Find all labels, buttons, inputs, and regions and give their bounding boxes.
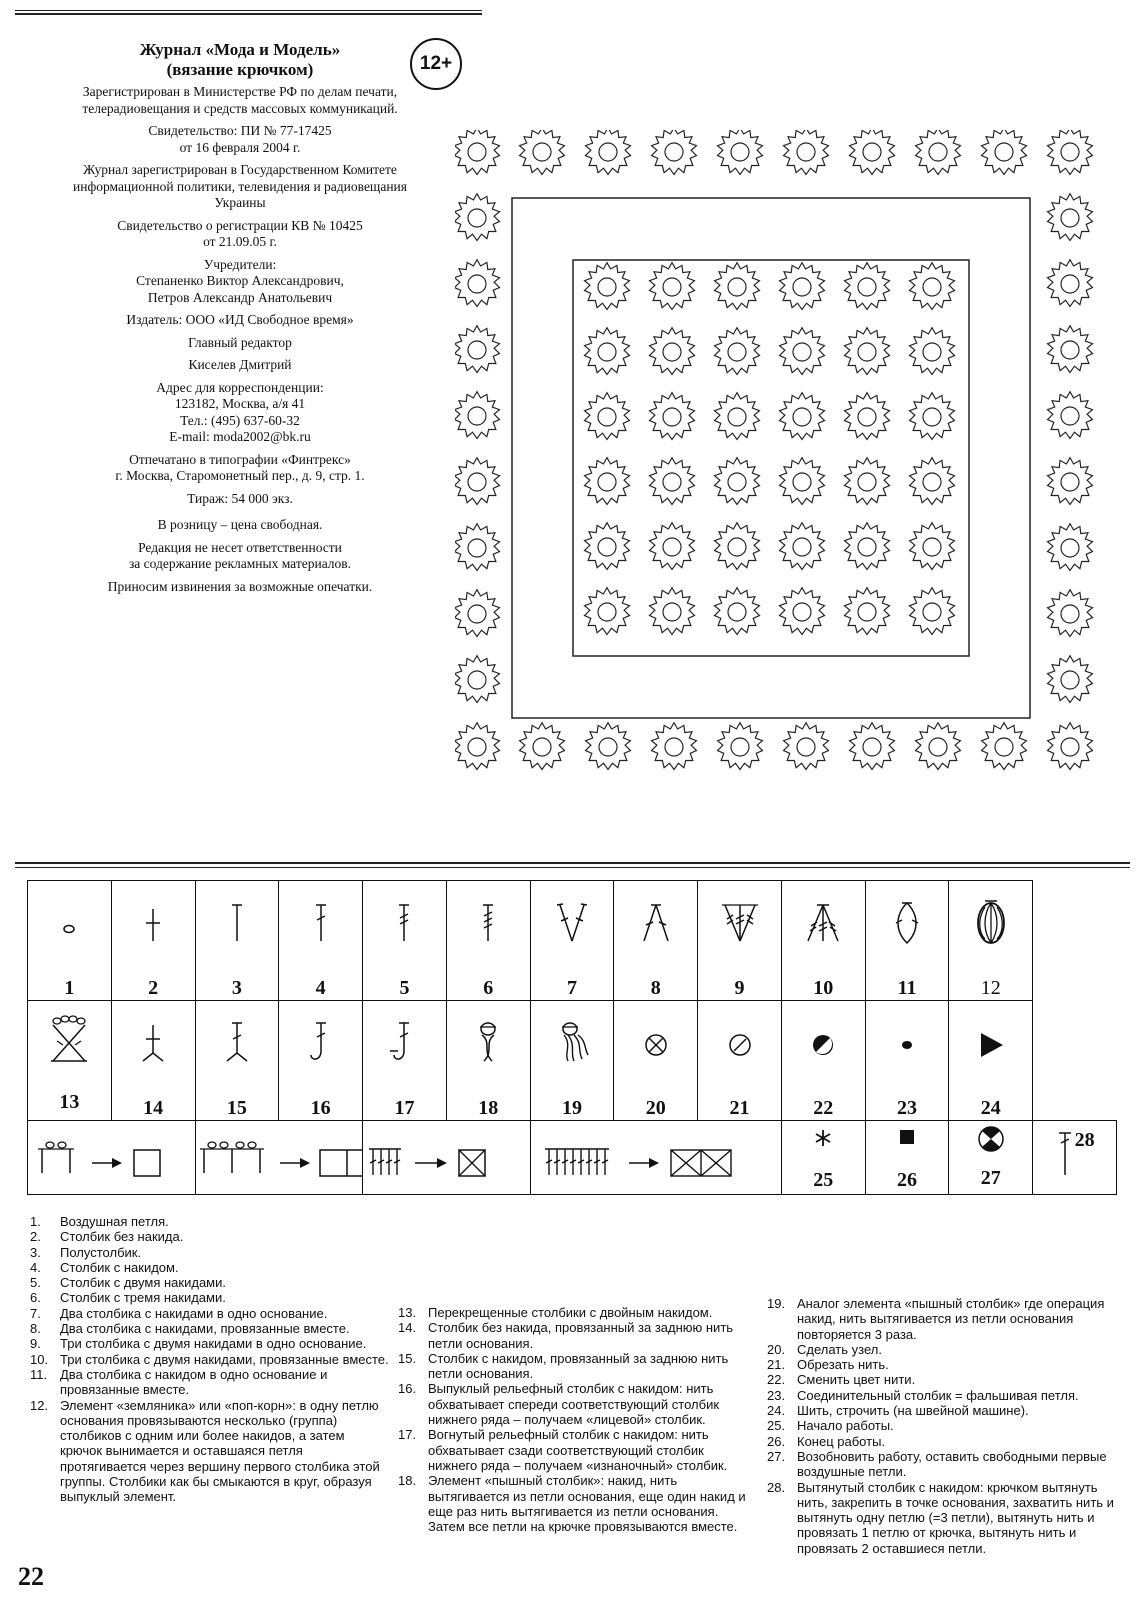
motif-layout-diagram [455,130,1115,790]
definition-item: 22. Сменить цвет нити. [767,1372,916,1388]
top-rule [15,10,482,15]
definitions-column-1 [30,1214,390,1505]
definition-item: 28. Вытянутый столбик с накидом: крючком вытянуть нить, закрепить в точке основания, захватить нить и вытянуть одну петлю (=3 петли), вытянуть нить и провязать 1 петлю от крючка, вытянуть нить и провязать 2 оставшиеся петли. [767,1479,1114,1556]
definition-item: 12. Элемент «земляника» или «поп-корн»: в одну петлю основания провязываются несколько (группа) столбиков с одним или более накидов, а затем крючок вынимается и оставшаяся петля протягивается через вершину первого столбика этой группы. Столбики как бы смыкаются в круг, образуя выпуклый элемент. [30,1397,380,1505]
imprint-line: Киселев Дмитрий [188,357,292,372]
definition-item: 13. Перекрещенные столбики с двойным накидом. [398,1305,713,1320]
magazine-title: Журнал «Мода и Модель» (вязание крючком) [139,40,341,79]
imprint-block [60,40,420,601]
symbol-number: 1 [64,977,75,999]
imprint-line: В розницу – цена свободная. [157,517,323,532]
definition-item: 21. Обрезать нить. [767,1357,889,1373]
symbol-number: 7 [566,977,577,999]
symbol-legend-table [27,880,1117,1195]
definition-item: 6. Столбик с тремя накидами. [30,1290,226,1306]
definition-item: 4. Столбик с накидом. [30,1259,179,1275]
definition-item: 15. Столбик с накидом, провязанный за заднюю нить петли основания. [398,1350,729,1382]
definitions-column-2 [398,1305,748,1534]
imprint-line: Редакция не несет ответственности за содержание рекламных материалов. [128,539,352,571]
symbol-number: 5 [399,977,410,999]
section-rule [15,862,1130,868]
symbol-number: 28 [1074,1129,1095,1151]
definition-item: 11. Два столбика с накидом в одно основание и провязанные вместе. [30,1366,328,1398]
symbol-number: 3 [231,977,242,999]
imprint-line: Приносим извинения за возможные опечатки. [107,578,373,594]
symbol-number: 21 [729,1097,750,1119]
definition-item: 19. Аналог элемента «пышный столбик» где операция накид, нить вытягивается из петли основания повторяется 3 раза. [767,1296,1105,1342]
definition-item: 1. Воздушная петля. [30,1214,169,1229]
symbol-number: 20 [645,1097,666,1119]
symbol-number: 25 [813,1169,834,1191]
symbol-number: 15 [226,1097,247,1119]
symbol-number: 12 [980,977,1001,999]
symbol-number: 19 [561,1097,582,1119]
symbol-number: 24 [980,1097,1001,1119]
age-rating-badge: 12+ [410,38,462,90]
definition-item: 27. Возобновить работу, оставить свободными первые воздушные петли. [767,1448,1107,1480]
symbol-number: 10 [813,977,834,999]
symbol-number: 23 [897,1097,918,1119]
definition-item: 2. Столбик без накида. [30,1229,184,1245]
imprint-line: Свидетельство: ПИ № 77-17425 от 16 февраля 2004 г. [148,123,332,155]
definition-item: 20. Сделать узел. [767,1341,882,1357]
definition-item: 14. Столбик без накида, провязанный за заднюю нить петли основания. [398,1320,734,1351]
symbol-number: 11 [897,977,917,999]
imprint-line: Свидетельство о регистрации КВ № 10425 от 21.09.05 г. [117,217,363,249]
gear-icon [585,263,955,635]
imprint-line: Главный редактор [188,334,292,350]
imprint-line: Адрес для корреспонденции: 123182, Москва, а/я 41 Тел.: (495) 637-60-32 E-mail: moda2002@bk.ru [156,379,324,444]
imprint-line: Издатель: ООО «ИД Свободное время» [126,312,354,327]
symbol-number: 14 [143,1097,164,1119]
definition-item: 5. Столбик с двумя накидами. [30,1275,226,1291]
symbol-number: 4 [315,977,326,999]
definition-item: 17. Вогнутый рельефный столбик с накидом: нить обхватывает сзади соответствующий столбик нижнего ряда – получаем «изнаночный» столбик. [398,1427,728,1473]
symbol-number: 27 [980,1167,1001,1189]
imprint-line: Отпечатано в типографии «Финтрекс» г. Москва, Старомонетный пер., д. 9, стр. 1. [115,451,365,483]
imprint-line: Журнал зарегистрирован в Государственном Комитете информационной политики, телевидения и радиовещания Украины [73,162,407,210]
page-number: 22 [18,1562,44,1591]
symbol-number: 16 [310,1097,331,1119]
imprint-line: Учредители: Степаненко Виктор Александрович, Петров Александр Анатольевич [136,256,344,305]
definition-item: 10. Три столбика с двумя накидами, провязанные вместе. [30,1351,389,1367]
definitions-column-3 [767,1296,1117,1556]
imprint-line: Тираж: 54 000 экз. [187,490,293,506]
definition-item: 9. Три столбика с двумя накидами в одно основание. [30,1336,367,1352]
definition-item: 7. Два столбика с накидами в одно основание. [30,1305,328,1321]
symbol-number: 13 [59,1091,80,1113]
definition-item: 23. Соединительный столбик = фальшивая петля. [767,1387,1079,1403]
definition-item: 25. Начало работы. [767,1418,894,1434]
symbol-number: 2 [148,977,159,999]
symbol-number: 26 [897,1169,918,1191]
definition-item: 26. Конец работы. [767,1433,886,1449]
symbol-number: 18 [478,1097,499,1119]
definition-item: 8. Два столбика с накидами, провязанные вместе. [30,1321,350,1337]
definition-item: 16. Выпуклый рельефный столбик с накидом: нить обхватывает спереди соответствующий столбик нижнего ряда – получаем «лицевой» столбик. [398,1381,720,1428]
symbol-number: 17 [394,1097,415,1119]
definition-item: 24. Шить, строчить (на швейной машине). [767,1403,1029,1419]
definition-item: 3. Полустолбик. [30,1244,142,1260]
definition-item: 18. Элемент «пышный столбик»: накид, нить вытягивается из петли основания, еще один накид и еще раз нить вытягивается из петли основания. Затем все петли на крючке провязываются вместе. [398,1473,746,1535]
imprint-line: Зарегистрирован в Министерстве РФ по делам печати, телерадиовещания и средств массовых коммуникаций. [82,84,398,116]
symbol-number: 22 [813,1097,834,1119]
symbol-number: 9 [734,977,745,999]
symbol-number: 8 [650,977,661,999]
symbol-number: 6 [483,977,494,999]
gear-icon [455,130,1093,769]
